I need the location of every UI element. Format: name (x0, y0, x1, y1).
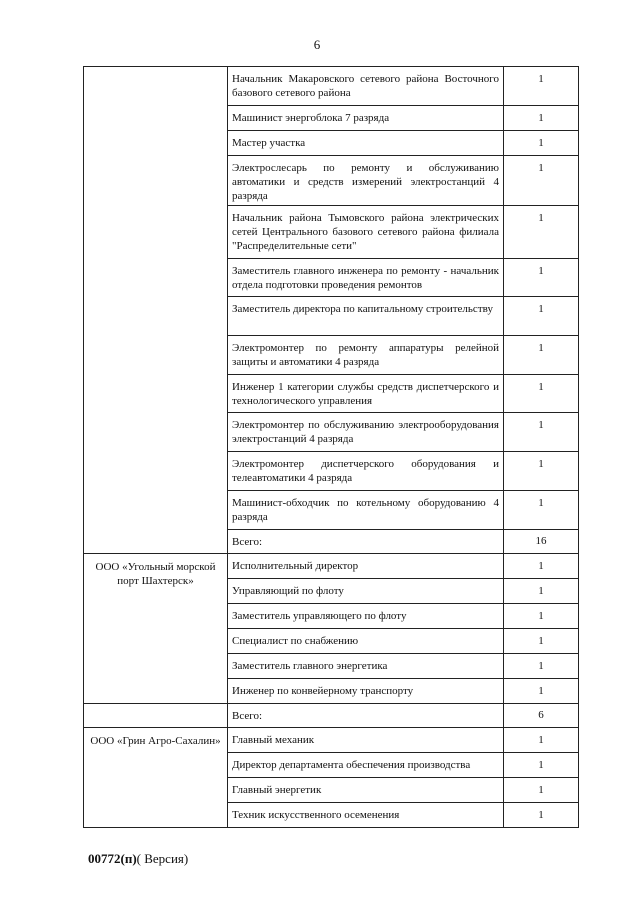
position-cell: Специалист по снабжению (228, 629, 504, 654)
count-cell: 1 (504, 604, 579, 629)
position-cell: Исполнительный директор (228, 554, 504, 579)
count-cell: 1 (504, 452, 579, 491)
position-cell: Машинист энергоблока 7 разряда (228, 106, 504, 131)
position-cell: Машинист-обходчик по котельному оборудованию 4 разряда (228, 491, 504, 530)
count-cell: 1 (504, 106, 579, 131)
total-count: 16 (504, 530, 579, 554)
count-cell: 1 (504, 156, 579, 206)
count-cell: 1 (504, 375, 579, 413)
position-cell: Инженер по конвейерному транспорту (228, 679, 504, 704)
staff-table (83, 66, 579, 828)
table-row (84, 728, 579, 753)
count-cell: 1 (504, 778, 579, 803)
count-cell: 1 (504, 728, 579, 753)
count-cell: 1 (504, 579, 579, 604)
count-cell: 1 (504, 206, 579, 259)
position-cell: Инженер 1 категории службы средств диспетчерского и технологического управления (228, 375, 504, 413)
position-cell: Электромонтер по обслуживанию электрооборудования электростанций 4 разряда (228, 413, 504, 452)
page-number: 6 (313, 37, 321, 52)
count-cell: 1 (504, 629, 579, 654)
position-cell: Электромонтер по ремонту аппаратуры релейной защиты и автоматики 4 разряда (228, 336, 504, 375)
table-row (84, 554, 579, 579)
org-cell-empty (84, 704, 228, 728)
count-cell: 1 (504, 491, 579, 530)
count-cell: 1 (504, 336, 579, 375)
doc-version: ( Версия) (136, 851, 189, 866)
count-cell: 1 (504, 654, 579, 679)
footer (88, 851, 188, 867)
count-cell: 1 (504, 753, 579, 778)
table-row (84, 67, 579, 106)
org-cell: ООО «Грин Агро-Сахалин» (84, 728, 228, 828)
count-cell: 1 (504, 259, 579, 297)
position-cell: Заместитель директора по капитальному строительству (228, 297, 504, 336)
count-cell: 1 (504, 803, 579, 828)
position-cell: Техник искусственного осеменения (228, 803, 504, 828)
position-cell: Директор департамента обеспечения производства (228, 753, 504, 778)
position-cell: Начальник района Тымовского района электрических сетей Центрального базового сетевого района филиала "Распределительные сети" (228, 206, 504, 259)
count-cell: 1 (504, 297, 579, 336)
position-cell: Главный механик (228, 728, 504, 753)
total-row (84, 704, 579, 728)
total-label: Всего: (228, 530, 504, 554)
position-cell: Управляющий по флоту (228, 579, 504, 604)
position-cell: Заместитель главного инженера по ремонту - начальник отдела подготовки проведения ремонтов (228, 259, 504, 297)
org-cell (84, 67, 228, 554)
total-count: 6 (504, 704, 579, 728)
total-label: Всего: (228, 704, 504, 728)
count-cell: 1 (504, 554, 579, 579)
count-cell: 1 (504, 67, 579, 106)
count-cell: 1 (504, 131, 579, 156)
position-cell: Главный энергетик (228, 778, 504, 803)
doc-code: 00772(п) (88, 851, 137, 866)
count-cell: 1 (504, 679, 579, 704)
position-cell: Заместитель главного энергетика (228, 654, 504, 679)
org-cell: ООО «Угольный морской порт Шахтерск» (84, 554, 228, 704)
count-cell: 1 (504, 413, 579, 452)
position-cell: Заместитель управляющего по флоту (228, 604, 504, 629)
position-cell: Мастер участка (228, 131, 504, 156)
position-cell: Электромонтер диспетчерского оборудования и телеавтоматики 4 разряда (228, 452, 504, 491)
position-cell: Начальник Макаровского сетевого района Восточного базового сетевого района (228, 67, 504, 106)
position-cell: Электрослесарь по ремонту и обслуживанию автоматики и средств измерений электростанций 4 разряда (228, 156, 504, 206)
